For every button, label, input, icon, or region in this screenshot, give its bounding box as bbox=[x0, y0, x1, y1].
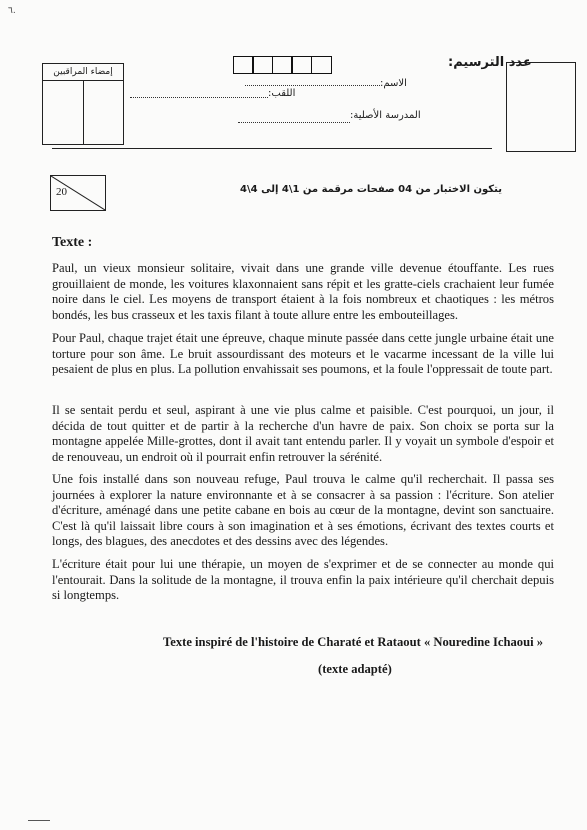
text-source: Texte inspiré de l'histoire de Charaté et Rataout « Nouredine Ichaoui » bbox=[163, 635, 544, 649]
name-label: الاسم: bbox=[380, 78, 407, 89]
signature-box-divider bbox=[83, 81, 84, 144]
school-field[interactable] bbox=[238, 122, 350, 123]
registration-number-label: عدد الترسيم: bbox=[448, 55, 532, 70]
pages-note: يتكون الاختبار من 04 صفحات مرقمة من 1\4 إلى 4\4 bbox=[240, 184, 502, 195]
footer-mark bbox=[28, 820, 50, 821]
number-cell[interactable] bbox=[272, 56, 293, 74]
score-total: 20 bbox=[56, 186, 67, 198]
paragraph-1: Paul, un vieux monsieur solitaire, vivait dans une grande ville devenue étouffante. Les rues grouillaient de monde, les voitures klaxonnaient sans répit et les gratte-ciels crachaient leur fumée noire dans le ciel. Les moyens de transport étaient à la fois nombreux et chaotiques : les métros bondés, les bus crasseux et les taxis filant à toute allure entre les embouteillages. bbox=[52, 261, 554, 322]
header-separator bbox=[52, 148, 492, 149]
paragraph-3: Il se sentait perdu et seul, aspirant à une vie plus calme et paisible. C'est pourquoi, un jour, il décida de tout quitter et de partir à la recherche d'un havre de paix. Son choix se porta sur la montagne appelée Mille-grottes, dont il avait tant entendu parler. Il y voyait un symbole d'espoir et de renouveau, un endroit où il pourrait enfin retrouver la sérénité. bbox=[52, 403, 554, 464]
number-cell[interactable] bbox=[311, 56, 332, 74]
number-cell[interactable] bbox=[252, 56, 273, 74]
text-adapted-note: (texte adapté) bbox=[318, 662, 392, 676]
name-field[interactable] bbox=[245, 85, 380, 86]
paragraph-5: L'écriture était pour lui une thérapie, un moyen de s'exprimer et de se connecter au monde qui l'entourait. Dans la solitude de la montagne, il trouva enfin la paix intérieure qu'il cherchait depuis si longtemps. bbox=[52, 557, 554, 602]
surname-label: اللقب: bbox=[268, 88, 296, 99]
corner-mark: ٦. bbox=[8, 6, 16, 16]
registration-number-box[interactable] bbox=[506, 62, 576, 152]
text-heading: Texte : bbox=[52, 235, 93, 250]
exam-number-cells bbox=[234, 56, 332, 74]
paragraph-4: Une fois installé dans son nouveau refuge, Paul trouva le calme qu'il recherchait. Il passa ses journées à explorer la nature environnante et à se consacrer à sa passion : l'écriture. Son atelier d'écriture, aménagé dans une petite cabane en bois au cœur de la montagne, devint son sanctuaire. C'est là qu'il laissait libre cours à son imagination et à ses émotions, écrivant des textes courts et longs, des blagues, des anecdotes et des dessins avec des légendes. bbox=[52, 472, 554, 548]
number-cell[interactable] bbox=[233, 56, 254, 74]
supervisors-signature-box bbox=[42, 63, 124, 145]
number-cell[interactable] bbox=[291, 56, 312, 74]
paragraph-2: Pour Paul, chaque trajet était une épreuve, chaque minute passée dans cette jungle urbaine était une torture pour son âme. Le bruit assourdissant des moteurs et le vacarme incessant de la ville lui pesaient de plus en plus. La pollution envahissait ses poumons, et la foule l'oppressait de toute part. bbox=[52, 331, 554, 376]
score-box bbox=[50, 175, 106, 211]
supervisors-signature-label: إمضاء المراقبين bbox=[43, 64, 123, 81]
school-label: المدرسة الأصلية: bbox=[350, 110, 421, 121]
surname-field[interactable] bbox=[130, 97, 268, 98]
